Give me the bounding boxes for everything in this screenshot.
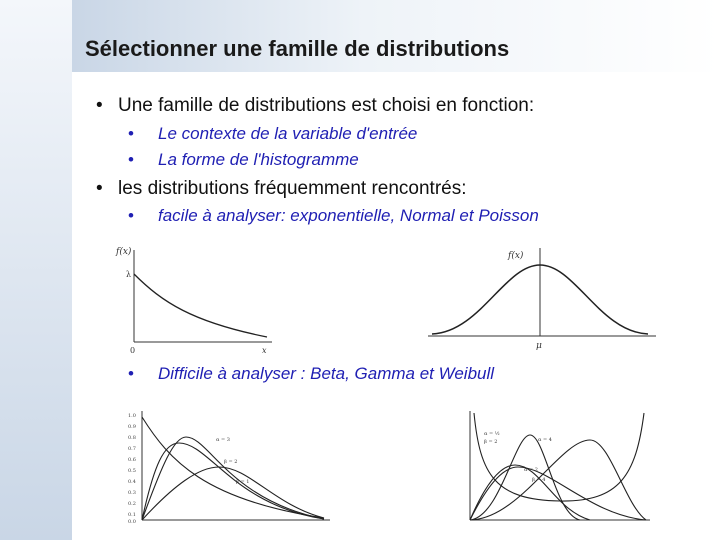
beta-curve-1 bbox=[474, 413, 644, 501]
slide-title: Sélectionner une famille de distributions bbox=[85, 36, 510, 61]
bullet-common bbox=[96, 178, 467, 200]
beta-curve-label: β = 2 bbox=[484, 439, 498, 445]
gamma-curve-label: β = 1 bbox=[236, 479, 250, 485]
gamma-ytick: 0.7 bbox=[128, 446, 136, 452]
gamma-density-figure bbox=[124, 405, 336, 530]
bullet-dot: • bbox=[96, 95, 103, 116]
beta-curve-label: α = 2 bbox=[524, 467, 538, 473]
slide-sidebar-band bbox=[0, 0, 72, 540]
gamma-ytick: 0.0 bbox=[128, 519, 136, 525]
exp-xlabel: x bbox=[262, 346, 267, 355]
bullet-dot: • bbox=[96, 178, 103, 199]
bullet-dot: • bbox=[128, 206, 134, 225]
sub-bullet-context bbox=[128, 124, 417, 144]
sub-bullet-histogram bbox=[128, 150, 359, 170]
beta-density-figure bbox=[460, 405, 655, 530]
bullet-common-text: les distributions fréquemment rencontrés: bbox=[118, 178, 467, 199]
bullet-dot: • bbox=[128, 150, 134, 169]
gamma-ytick: 0.3 bbox=[128, 490, 136, 496]
bullet-criteria-text: Une famille de distributions est choisi en fonction: bbox=[118, 95, 535, 116]
gamma-ytick: 1.0 bbox=[128, 413, 136, 419]
gamma-y-ticks bbox=[128, 413, 136, 525]
gamma-ytick: 0.8 bbox=[128, 435, 136, 441]
sub-bullet-easy-text: facile à analyser: exponentielle, Normal et Poisson bbox=[158, 206, 539, 225]
beta-curve-3 bbox=[470, 435, 580, 520]
sub-bullet-easy bbox=[128, 206, 539, 226]
gamma-ytick: 0.4 bbox=[128, 479, 136, 485]
beta-curve-label: α = ½ bbox=[484, 431, 500, 437]
gamma-ytick: 0.2 bbox=[128, 501, 136, 507]
bullet-dot: • bbox=[128, 364, 134, 383]
exp-density-curve bbox=[134, 274, 267, 337]
exp-origin-label: 0 bbox=[130, 346, 136, 355]
gamma-ytick: 0.9 bbox=[128, 424, 136, 430]
beta-curve-label: β = 4 bbox=[532, 477, 546, 483]
bullet-criteria bbox=[96, 95, 534, 117]
beta-curve-4 bbox=[470, 465, 590, 520]
sub-bullet-context-text: Le contexte de la variable d'entrée bbox=[158, 124, 418, 143]
exp-lambda-label: λ bbox=[126, 270, 132, 279]
sub-bullet-histogram-text: La forme de l'histogramme bbox=[158, 150, 359, 169]
exp-ylabel: f(x) bbox=[116, 247, 132, 257]
beta-curve-label: α = 4 bbox=[538, 437, 552, 443]
gamma-ytick: 0.6 bbox=[128, 457, 136, 463]
sub-bullet-difficult-text: Difficile à analyser : Beta, Gamma et Weibull bbox=[158, 364, 495, 383]
bullet-dot: • bbox=[128, 124, 134, 143]
gamma-curve-label: β = 2 bbox=[224, 459, 238, 465]
exponential-density-figure bbox=[112, 240, 282, 358]
normal-density-figure bbox=[420, 240, 660, 352]
sub-bullet-difficult bbox=[128, 364, 494, 384]
normal-ylabel: f(x) bbox=[508, 251, 524, 261]
normal-mu-label: μ bbox=[536, 341, 542, 351]
gamma-curve-label: α = 3 bbox=[216, 437, 230, 443]
gamma-curve-1 bbox=[142, 417, 324, 518]
gamma-ytick: 0.1 bbox=[128, 512, 136, 518]
beta-curve-5 bbox=[470, 440, 646, 520]
gamma-ytick: 0.5 bbox=[128, 468, 136, 474]
